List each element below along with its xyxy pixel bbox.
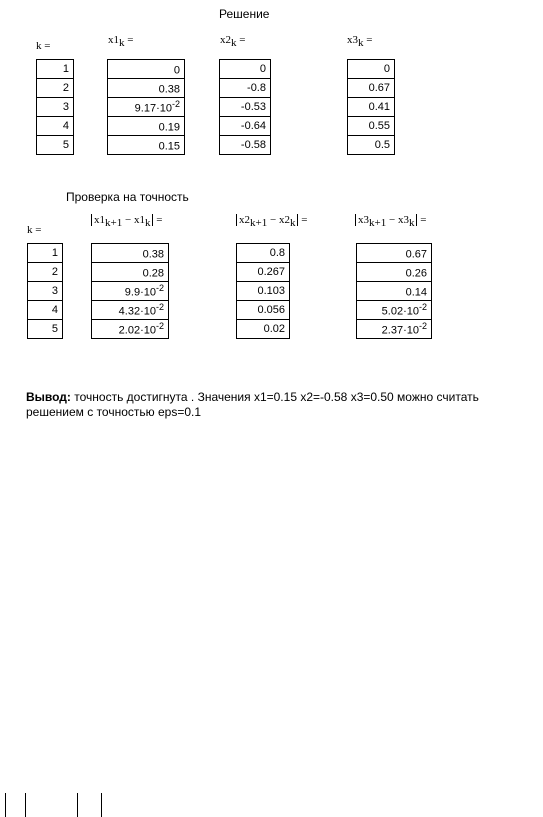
k-cell: 2 bbox=[37, 79, 74, 98]
x2-cell: -0.8 bbox=[220, 79, 271, 98]
x3-cell: 0.5 bbox=[348, 136, 395, 155]
solution-title: Решение bbox=[219, 7, 270, 21]
d1-cell: $4.32\cdot 10^{-2}$ bbox=[92, 301, 169, 320]
k-cell: 4 bbox=[37, 117, 74, 136]
x3-label-eq: = bbox=[366, 34, 373, 46]
k2-table bbox=[27, 243, 63, 339]
x2-label-sub: k bbox=[231, 37, 237, 49]
edge-line bbox=[77, 793, 78, 817]
x2-cell: -0.64 bbox=[220, 117, 271, 136]
d2-label: $x2_{k+1} - x2_k$ = bbox=[236, 214, 307, 229]
x2-label bbox=[220, 34, 245, 49]
d2-cell: 0.267 bbox=[237, 263, 290, 282]
d3-abs: $x3_{k+1} - x3_k$ bbox=[355, 214, 417, 226]
x3-cell: 0 bbox=[348, 60, 395, 79]
k2-cell: 4 bbox=[28, 301, 63, 320]
x2-cell: 0 bbox=[220, 60, 271, 79]
d2-table bbox=[236, 243, 290, 339]
x2-table bbox=[219, 59, 271, 155]
x3-cell: 0.55 bbox=[348, 117, 395, 136]
x3-label bbox=[347, 34, 372, 49]
d1-cell: $9.9\cdot 10^{-2}$ bbox=[92, 282, 169, 301]
x1-label bbox=[108, 34, 133, 49]
d3-cell: 0.67 bbox=[357, 244, 432, 263]
x1-label-eq: = bbox=[127, 34, 134, 46]
edge-line bbox=[25, 793, 26, 817]
edge-line bbox=[5, 793, 6, 817]
k-label: k = bbox=[36, 40, 51, 52]
d3-cell: $2.37\cdot 10^{-2}$ bbox=[357, 320, 432, 339]
x3-label-sub: k bbox=[358, 37, 364, 49]
d3-cell: 0.14 bbox=[357, 282, 432, 301]
x1-label-base: x1 bbox=[108, 34, 119, 46]
k-cell: 5 bbox=[37, 136, 74, 155]
k2-cell: 5 bbox=[28, 320, 63, 339]
conclusion-text: точность достигнута . Значения x1=0.15 x2=-0.58 x3=0.50 можно считать решением с точностью eps=0.1 bbox=[26, 390, 479, 419]
x1-label-sub: k bbox=[119, 37, 125, 49]
x3-label-base: x3 bbox=[347, 34, 358, 46]
d2-cell: 0.056 bbox=[237, 301, 290, 320]
x1-cell: 0.15 bbox=[108, 136, 185, 155]
accuracy-title: Проверка на точность bbox=[66, 190, 189, 204]
d3-cell: 0.26 bbox=[357, 263, 432, 282]
d1-label: $x1_{k+1} - x1_k$ = bbox=[91, 214, 162, 229]
d2-cell: 0.8 bbox=[237, 244, 290, 263]
x2-label-eq: = bbox=[239, 34, 246, 46]
x1-cell: 0.19 bbox=[108, 117, 185, 136]
d1-table bbox=[91, 243, 169, 339]
x1-cell: $9.17\cdot 10^{-2}$ bbox=[108, 98, 185, 117]
x3-cell: 0.41 bbox=[348, 98, 395, 117]
k2-label: k = bbox=[27, 224, 42, 236]
d1-abs: $x1_{k+1} - x1_k$ bbox=[91, 214, 153, 226]
x1-cell: 0 bbox=[108, 60, 185, 79]
x2-label-base: x2 bbox=[220, 34, 231, 46]
k2-cell: 1 bbox=[28, 244, 63, 263]
x2-cell: -0.58 bbox=[220, 136, 271, 155]
d3-table bbox=[356, 243, 432, 339]
d1-cell: 0.28 bbox=[92, 263, 169, 282]
d3-cell: $5.02\cdot 10^{-2}$ bbox=[357, 301, 432, 320]
d3-label: $x3_{k+1} - x3_k$ = bbox=[355, 214, 426, 229]
k-cell: 3 bbox=[37, 98, 74, 117]
d1-cell: 0.38 bbox=[92, 244, 169, 263]
k-cell: 1 bbox=[37, 60, 74, 79]
conclusion bbox=[26, 390, 526, 420]
k-table bbox=[36, 59, 74, 155]
x3-cell: 0.67 bbox=[348, 79, 395, 98]
x1-table bbox=[107, 59, 185, 155]
d2-cell: 0.103 bbox=[237, 282, 290, 301]
d2-abs: $x2_{k+1} - x2_k$ bbox=[236, 214, 298, 226]
k2-cell: 3 bbox=[28, 282, 63, 301]
d1-cell: $2.02\cdot 10^{-2}$ bbox=[92, 320, 169, 339]
x3-table bbox=[347, 59, 395, 155]
edge-line bbox=[101, 793, 102, 817]
d2-cell: 0.02 bbox=[237, 320, 290, 339]
x1-cell: 0.38 bbox=[108, 79, 185, 98]
conclusion-bold: Вывод: bbox=[26, 390, 71, 404]
x2-cell: -0.53 bbox=[220, 98, 271, 117]
k2-cell: 2 bbox=[28, 263, 63, 282]
